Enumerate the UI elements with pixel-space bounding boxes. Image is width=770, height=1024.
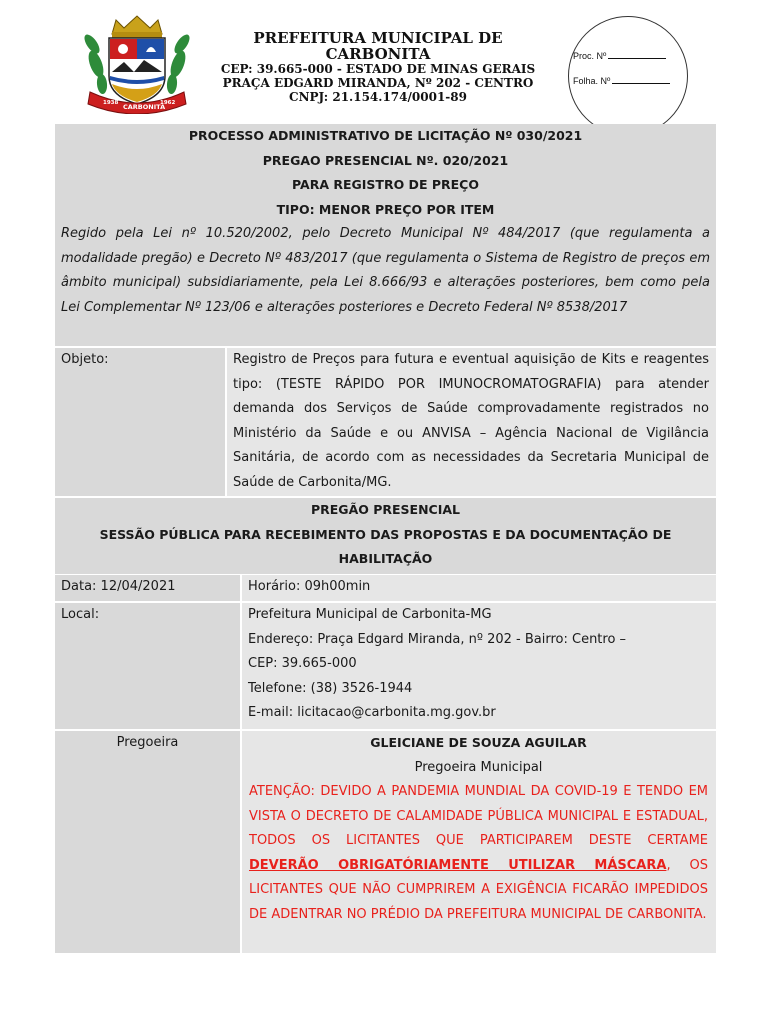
tipo-title: TIPO: MENOR PREÇO POR ITEM (276, 201, 495, 217)
legal-basis-text: Regido pela Lei nº 10.520/2002, pelo Decreto Municipal Nº 484/2017 (que regulamenta a modalidade pregão) e Decreto Nº 483/2017 (que regulamenta o Sistema de Registro de preços em âmbito municipal) subsidiariamente, pela Lei 8.666/93 e alterações posteriores, bem como pela Lei Complementar Nº 123/06 e alterações posteriores e Decreto Federal Nº 8538/2017 (61, 226, 710, 315)
local-phone: Telefone: (38) 3526-1944 (248, 680, 413, 696)
habilitacao-title: HABILITAÇÃO (338, 551, 433, 566)
header-cnpj: CNPJ: 21.154.174/0001-89 (289, 90, 467, 104)
pregao-number: PREGAO PRESENCIAL Nº. 020/2021 (262, 152, 509, 168)
protocol-stamp (568, 16, 688, 136)
objeto-text: Registro de Preços para futura e eventual aquisição de Kits e reagentes tipo: (TESTE RÁPIDO POR IMUNOCROMATOGRAFIA) para atender demanda dos Serviços de Saúde comprovadamente registrados no Ministério da Saúde e ou ANVISA – Agência Nacional de Vigilância Sanitária, de acordo com as necessidades da Secretaria Municipal de Saúde de Carbonita/MG. (227, 348, 716, 496)
pregao-presencial-title: PREGÃO PRESENCIAL (310, 502, 461, 517)
local-row (55, 603, 716, 729)
header-cep: CEP: 39.665-000 - ESTADO DE MINAS GERAIS (220, 62, 536, 76)
session-date: Data: 12/04/2021 (55, 575, 240, 601)
processo-section (55, 124, 716, 346)
local-place: Prefeitura Municipal de Carbonita-MG (248, 607, 492, 622)
objeto-label: Objeto: (55, 348, 225, 496)
local-details (242, 603, 716, 729)
pregoeira-name: GLEICIANE DE SOUZA AGUILAR (370, 735, 587, 750)
sessao-publica-title: SESSÃO PÚBLICA PARA RECEBIMENTO DAS PROPOSTAS E DA DOCUMENTAÇÃO DE (99, 526, 672, 542)
local-cep: CEP: 39.665-000 (248, 656, 357, 671)
covid-notice (249, 780, 708, 927)
processo-number: PROCESSO ADMINISTRATIVO DE LICITAÇÃO Nº 030/2021 (188, 128, 583, 143)
date-time-row (55, 575, 716, 601)
logo-banner-text: CARBONITA (123, 103, 166, 111)
pregoeira-label: Pregoeira (55, 731, 240, 953)
covid-notice-part1: ATENÇÃO: DEVIDO A PANDEMIA MUNDIAL DA COVID-19 E TENDO EM VISTA O DECRETO DE CALAMIDADE PÚBLICA MUNICIPAL E ESTADUAL, TODOS OS LICITANTES QUE PARTICIPAREM DESTE CERTAME (249, 784, 708, 848)
logo-year-left: 1938 (103, 100, 119, 106)
sessao-section (55, 498, 716, 574)
stamp-proc-line (573, 50, 666, 61)
registro-preco-title: PARA REGISTRO DE PREÇO (292, 177, 479, 192)
stamp-folha-line (573, 75, 670, 86)
covid-notice-part2: , OS LICITANTES QUE NÃO CUMPRIREM A EXIGÊNCIA FICARÃO IMPEDIDOS DE ADENTRAR NO PRÉDIO DA PREFEITURA MUNICIPAL DE CARBONITA. (249, 857, 709, 922)
session-time: Horário: 09h00min (242, 575, 716, 601)
header-title: PREFEITURA MUNICIPAL DE CARBONITA (253, 29, 503, 63)
pregoeira-details (242, 731, 716, 953)
document-header (0, 0, 770, 120)
municipal-coat-of-arms-logo (82, 14, 192, 114)
mask-requirement: DEVERÃO OBRIGATÓRIAMENTE UTILIZAR MÁSCARA (249, 857, 667, 873)
local-label: Local: (55, 603, 240, 729)
local-address: Endereço: Praça Edgard Miranda, nº 202 - Bairro: Centro – (248, 631, 627, 647)
stamp-proc-label: Proc. Nº (573, 51, 607, 61)
header-address: PRAÇA EDGARD MIRANDA, Nº 202 - CENTRO (222, 76, 534, 90)
local-email: E-mail: licitacao@carbonita.mg.gov.br (248, 705, 496, 720)
logo-year-right: 1962 (160, 100, 176, 106)
objeto-row (55, 348, 716, 496)
pregoeira-role: Pregoeira Municipal (414, 759, 543, 775)
header-text-block (200, 30, 556, 104)
stamp-folha-label: Folha. Nº (573, 76, 611, 86)
pregoeira-row (55, 731, 716, 953)
